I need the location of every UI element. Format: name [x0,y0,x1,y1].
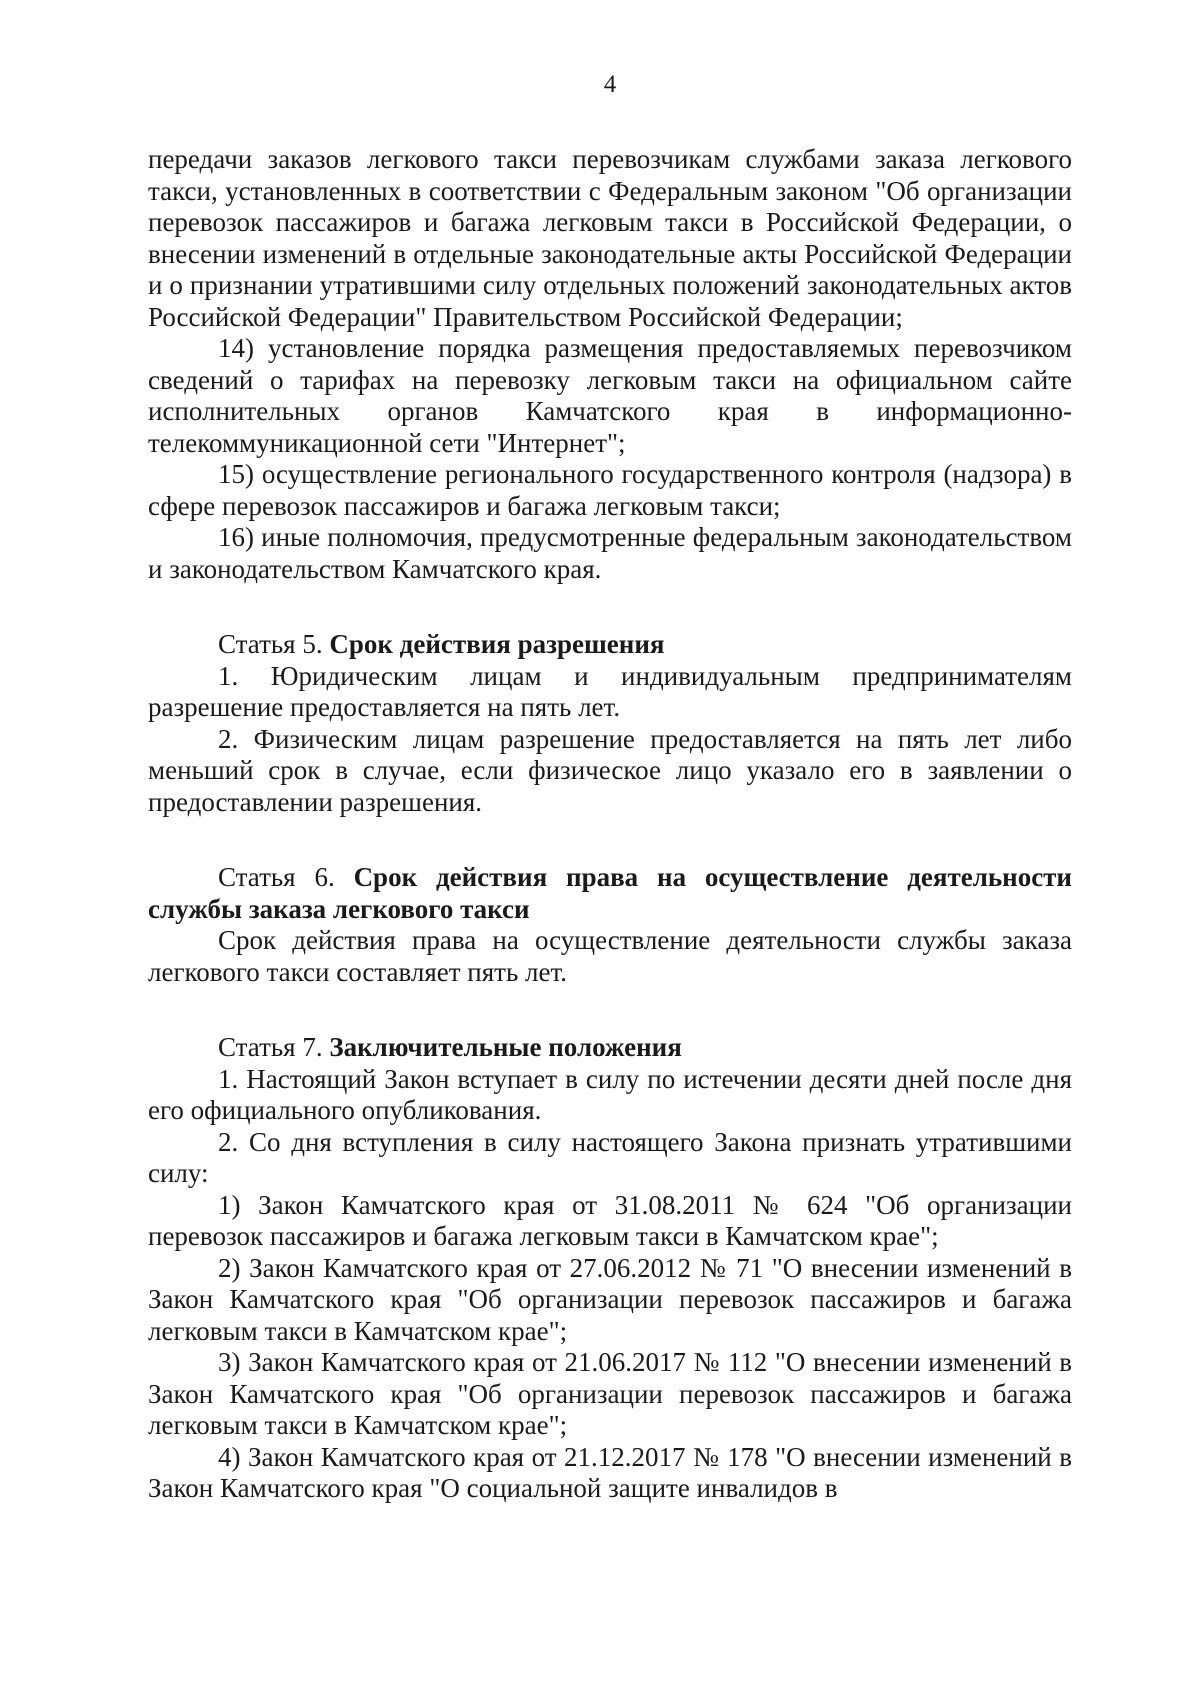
repealed-law-item: 3) Закон Камчатского края от 21.06.2017 № 112 "О внесении изменений в Закон Камчатского края "Об организации перевозок пассажиров и багажа легковым такси в Камчатском крае"; [148,1347,1072,1440]
list-item-15: 15) осуществление регионального государственного контроля (надзора) в сфере перевозок пассажиров и багажа легковым такси; [148,459,1072,521]
document-body [148,144,1072,1505]
article-paragraph: 2. Со дня вступления в силу настоящего Закона признать утратившими силу: [148,1126,1072,1188]
article-title: Заключительные положения [329,1032,682,1062]
article-label: Статья 7. [218,1032,323,1062]
article-heading [148,629,1072,661]
paragraph-continuation: передачи заказов легкового такси перевозчикам службами заказа легкового такси, установленных в соответствии с Федеральным законом "Об организации перевозок пассажиров и багажа легковым такси в Российской Федерации, о внесении изменений в отдельные законодательные акты Российской Федерации и о признании утратившими силу отдельных положений законодательных актов Российской Федерации" Правительством Российской Федерации; [148,144,1072,332]
article-title: Срок действия разрешения [329,629,665,659]
article-label: Статья 6. [218,862,335,892]
list-item-14: 14) установление порядка размещения предоставляемых перевозчиком сведений о тарифах на перевозку легковым такси на официальном сайте исполнительных органов Камчатского края в информационно-телекоммуникационной сети "Интернет"; [148,333,1072,458]
repealed-law-item: 4) Закон Камчатского края от 21.12.2017 № 178 "О внесении изменений в Закон Камчатского края "О социальной защите инвалидов в [148,1441,1072,1503]
repealed-law-item: 2) Закон Камчатского края от 27.06.2012 № 71 "О внесении изменений в Закон Камчатского края "Об организации перевозок пассажиров и багажа легковым такси в Камчатском крае"; [148,1252,1072,1346]
article-heading [148,1032,1072,1064]
article-5 [148,629,1072,818]
page-number: 4 [603,71,617,98]
article-paragraph: Срок действия права на осуществление деятельности службы заказа легкового такси составляет пять лет. [148,925,1072,987]
article-6 [148,862,1072,988]
article-heading [148,862,1072,925]
article-paragraph: 1. Настоящий Закон вступает в силу по истечении десяти дней после дня его официального опубликования. [148,1063,1072,1125]
article-label: Статья 5. [218,629,323,659]
repealed-law-item: 1) Закон Камчатского края от 31.08.2011 № 624 "Об организации перевозок пассажиров и багажа легковым такси в Камчатском крае"; [148,1189,1072,1251]
article-7 [148,1032,1072,1505]
article-title: Срок действия права на осуществление деятельности службы заказа легкового такси [148,862,1072,924]
article-paragraph: 1. Юридическим лицам и индивидуальным предпринимателям разрешение предоставляется на пять лет. [148,660,1072,722]
list-item-16: 16) иные полномочия, предусмотренные федеральным законодательством и законодательством Камчатского края. [148,522,1072,584]
article-paragraph: 2. Физическим лицам разрешение предоставляется на пять лет либо меньший срок в случае, если физическое лицо указало его в заявлении о предоставлении разрешения. [148,723,1072,817]
